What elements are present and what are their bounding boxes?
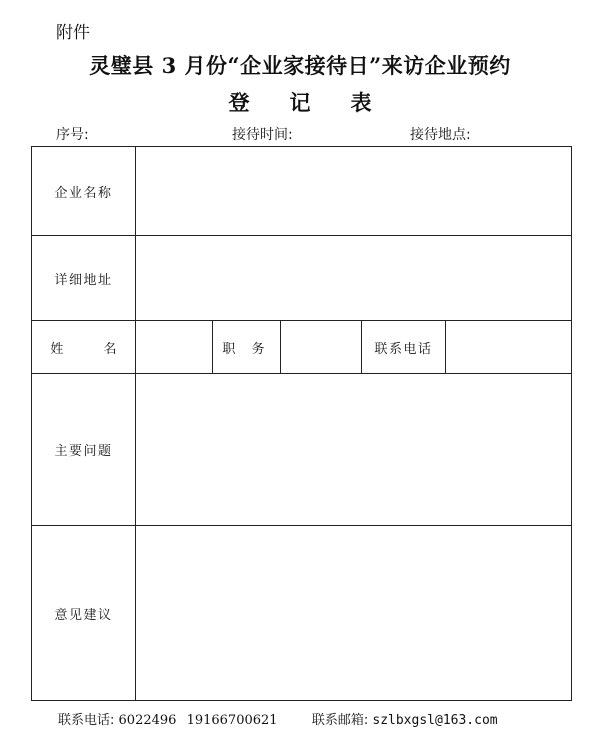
address-field[interactable] xyxy=(136,236,572,321)
reception-time-label: 接待时间: xyxy=(232,127,293,143)
footer-phone-label: 联系电话: xyxy=(58,713,115,728)
table-row xyxy=(32,321,572,374)
subtitle-char: 记 xyxy=(289,90,311,115)
phone-label: 联系电话 xyxy=(362,321,446,374)
table-row xyxy=(32,147,572,236)
table-row xyxy=(32,526,572,701)
document-title: 灵璧县 3 月份“企业家接待日”来访企业预约 xyxy=(89,53,511,78)
table-row xyxy=(32,374,572,526)
main-issues-field[interactable] xyxy=(136,374,572,526)
position-label: 职 务 xyxy=(213,321,281,374)
footer-phone-1: 6022496 xyxy=(118,713,177,728)
footer-phone-2: 19166700621 xyxy=(186,713,278,728)
subtitle-char: 表 xyxy=(350,90,372,115)
sequence-number-label: 序号: xyxy=(56,127,89,143)
footer-email-label: 联系邮箱: xyxy=(311,713,369,728)
name-label: 姓 名 xyxy=(32,321,136,374)
main-issues-label: 主要问题 xyxy=(32,374,136,526)
suggestions-label: 意见建议 xyxy=(32,526,136,701)
address-label: 详细地址 xyxy=(32,236,136,321)
contact-footer xyxy=(58,709,498,728)
name-field[interactable] xyxy=(136,321,213,374)
phone-field[interactable] xyxy=(446,321,572,374)
suggestions-field[interactable] xyxy=(136,526,572,701)
footer-email: szlbxgsl@163.com xyxy=(372,713,498,728)
company-name-label: 企业名称 xyxy=(32,147,136,236)
table-row xyxy=(32,236,572,321)
company-name-field[interactable] xyxy=(136,147,572,236)
subtitle-char: 登 xyxy=(228,90,250,115)
document-subtitle xyxy=(0,87,600,117)
registration-form-table xyxy=(31,146,572,701)
attachment-label: 附件 xyxy=(56,23,90,43)
position-field[interactable] xyxy=(281,321,362,374)
reception-place-label: 接待地点: xyxy=(410,127,471,143)
